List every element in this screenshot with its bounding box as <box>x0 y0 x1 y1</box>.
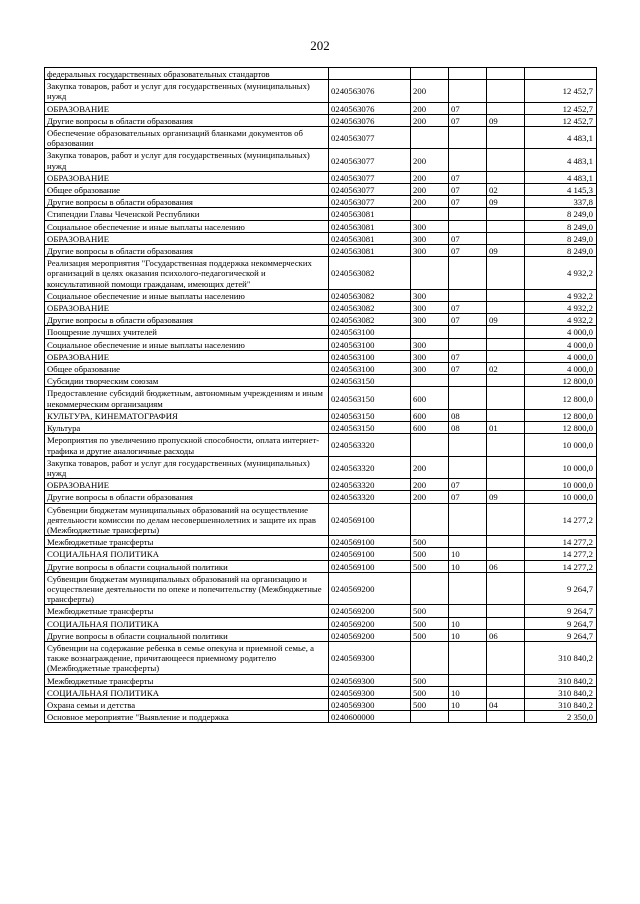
row-expense-type-cell: 600 <box>411 409 449 421</box>
row-expense-type-cell: 200 <box>411 102 449 114</box>
row-name-cell: Культура <box>45 422 329 434</box>
table-row <box>45 338 597 350</box>
row-name-cell: Другие вопросы в области образования <box>45 491 329 503</box>
row-name-cell: ОБРАЗОВАНИЕ <box>45 302 329 314</box>
row-expense-type-cell: 500 <box>411 629 449 641</box>
table-row <box>45 196 597 208</box>
table-row <box>45 479 597 491</box>
row-name-cell: СОЦИАЛЬНАЯ ПОЛИТИКА <box>45 686 329 698</box>
row-section-cell: 07 <box>449 302 487 314</box>
table-row <box>45 641 597 674</box>
row-name-cell: Социальное обеспечение и иные выплаты населению <box>45 289 329 301</box>
row-section-cell <box>449 80 487 102</box>
table-row <box>45 102 597 114</box>
row-code-cell: 0240563320 <box>329 456 411 478</box>
row-section-cell <box>449 674 487 686</box>
table-row <box>45 434 597 456</box>
row-expense-type-cell <box>411 434 449 456</box>
row-section-cell <box>449 536 487 548</box>
table-row <box>45 114 597 126</box>
row-expense-type-cell: 500 <box>411 686 449 698</box>
row-section-cell: 07 <box>449 314 487 326</box>
table-row <box>45 491 597 503</box>
table-row <box>45 605 597 617</box>
row-section-cell <box>449 456 487 478</box>
row-expense-type-cell: 300 <box>411 338 449 350</box>
row-subsection-cell <box>487 232 525 244</box>
row-amount-cell: 10 000,0 <box>525 434 597 456</box>
row-amount-cell: 14 277,2 <box>525 548 597 560</box>
table-row <box>45 232 597 244</box>
row-code-cell: 0240563077 <box>329 127 411 149</box>
row-amount-cell: 4 932,2 <box>525 257 597 290</box>
row-section-cell: 07 <box>449 245 487 257</box>
table-row <box>45 350 597 362</box>
row-subsection-cell <box>487 171 525 183</box>
row-code-cell: 0240563100 <box>329 350 411 362</box>
row-amount-cell <box>525 68 597 80</box>
row-section-cell <box>449 572 487 605</box>
row-code-cell: 0240569300 <box>329 674 411 686</box>
table-row <box>45 409 597 421</box>
row-amount-cell: 337,8 <box>525 196 597 208</box>
row-amount-cell: 8 249,0 <box>525 232 597 244</box>
row-subsection-cell <box>487 302 525 314</box>
row-code-cell: 0240563076 <box>329 102 411 114</box>
row-amount-cell: 2 350,0 <box>525 711 597 723</box>
table-row <box>45 326 597 338</box>
row-amount-cell: 310 840,2 <box>525 674 597 686</box>
row-expense-type-cell: 200 <box>411 491 449 503</box>
row-name-cell: СОЦИАЛЬНАЯ ПОЛИТИКА <box>45 617 329 629</box>
row-name-cell: ОБРАЗОВАНИЕ <box>45 171 329 183</box>
row-name-cell: Мероприятия по увеличению пропускной способности, оплата интернет-трафика и другие аналогичные расходы <box>45 434 329 456</box>
row-subsection-cell <box>487 409 525 421</box>
row-subsection-cell <box>487 617 525 629</box>
row-amount-cell: 8 249,0 <box>525 208 597 220</box>
row-subsection-cell <box>487 548 525 560</box>
row-code-cell: 0240563150 <box>329 422 411 434</box>
row-amount-cell: 9 264,7 <box>525 605 597 617</box>
row-name-cell: Межбюджетные трансферты <box>45 674 329 686</box>
row-amount-cell: 14 277,2 <box>525 536 597 548</box>
row-subsection-cell <box>487 674 525 686</box>
row-name-cell: ОБРАЗОВАНИЕ <box>45 479 329 491</box>
row-amount-cell: 12 452,7 <box>525 102 597 114</box>
row-amount-cell: 4 000,0 <box>525 326 597 338</box>
table-row <box>45 68 597 80</box>
row-amount-cell: 4 932,2 <box>525 314 597 326</box>
row-name-cell: Поощрение лучших учителей <box>45 326 329 338</box>
row-amount-cell: 4 145,3 <box>525 184 597 196</box>
row-name-cell: Субвенции на содержание ребенка в семье опекуна и приемной семье, а также вознаграждение, причитающееся приемному родителю (Межбюджетные трансферты) <box>45 641 329 674</box>
row-subsection-cell: 09 <box>487 196 525 208</box>
table-row <box>45 184 597 196</box>
row-subsection-cell <box>487 641 525 674</box>
row-amount-cell: 14 277,2 <box>525 560 597 572</box>
row-expense-type-cell: 300 <box>411 350 449 362</box>
row-amount-cell: 4 483,1 <box>525 127 597 149</box>
row-code-cell: 0240563081 <box>329 208 411 220</box>
table-row <box>45 208 597 220</box>
row-subsection-cell: 09 <box>487 114 525 126</box>
row-code-cell: 0240563320 <box>329 491 411 503</box>
row-code-cell: 0240569100 <box>329 548 411 560</box>
row-code-cell: 0240569100 <box>329 536 411 548</box>
row-subsection-cell <box>487 149 525 171</box>
row-section-cell: 10 <box>449 629 487 641</box>
row-amount-cell: 310 840,2 <box>525 686 597 698</box>
row-section-cell <box>449 68 487 80</box>
row-amount-cell: 310 840,2 <box>525 641 597 674</box>
row-name-cell: ОБРАЗОВАНИЕ <box>45 102 329 114</box>
row-name-cell: Межбюджетные трансферты <box>45 536 329 548</box>
row-section-cell <box>449 338 487 350</box>
row-subsection-cell <box>487 208 525 220</box>
row-expense-type-cell: 300 <box>411 314 449 326</box>
row-section-cell: 08 <box>449 409 487 421</box>
row-subsection-cell: 06 <box>487 629 525 641</box>
budget-table-body <box>45 68 597 723</box>
row-expense-type-cell: 500 <box>411 674 449 686</box>
row-code-cell: 0240569300 <box>329 686 411 698</box>
row-section-cell: 07 <box>449 350 487 362</box>
row-subsection-cell: 01 <box>487 422 525 434</box>
row-subsection-cell <box>487 350 525 362</box>
row-section-cell: 10 <box>449 617 487 629</box>
row-expense-type-cell: 200 <box>411 171 449 183</box>
row-name-cell: Основное мероприятие "Выявление и поддержка <box>45 711 329 723</box>
row-amount-cell: 4 932,2 <box>525 302 597 314</box>
row-subsection-cell <box>487 127 525 149</box>
row-expense-type-cell: 300 <box>411 245 449 257</box>
row-name-cell: Реализация мероприятия "Государственная поддержка некоммерческих организаций в целях оказания психолого-педагогической и консультативной помощи гражданам, имеющих детей" <box>45 257 329 290</box>
row-name-cell: Другие вопросы в области образования <box>45 245 329 257</box>
row-subsection-cell <box>487 289 525 301</box>
row-code-cell: 0240563150 <box>329 387 411 409</box>
table-row <box>45 617 597 629</box>
table-row <box>45 422 597 434</box>
row-expense-type-cell: 200 <box>411 114 449 126</box>
row-expense-type-cell: 200 <box>411 479 449 491</box>
row-amount-cell: 4 000,0 <box>525 338 597 350</box>
row-section-cell <box>449 375 487 387</box>
row-subsection-cell <box>487 572 525 605</box>
row-name-cell: Закупка товаров, работ и услуг для государственных (муниципальных) нужд <box>45 149 329 171</box>
row-section-cell <box>449 387 487 409</box>
row-code-cell: 0240563081 <box>329 232 411 244</box>
row-expense-type-cell: 600 <box>411 387 449 409</box>
row-section-cell: 07 <box>449 479 487 491</box>
row-amount-cell: 10 000,0 <box>525 456 597 478</box>
row-expense-type-cell: 500 <box>411 548 449 560</box>
row-expense-type-cell <box>411 257 449 290</box>
row-code-cell: 0240563082 <box>329 257 411 290</box>
row-amount-cell: 12 800,0 <box>525 375 597 387</box>
row-amount-cell: 10 000,0 <box>525 491 597 503</box>
row-amount-cell: 310 840,2 <box>525 698 597 710</box>
row-section-cell: 07 <box>449 491 487 503</box>
row-section-cell <box>449 208 487 220</box>
row-code-cell: 0240563082 <box>329 302 411 314</box>
table-row <box>45 289 597 301</box>
row-subsection-cell <box>487 479 525 491</box>
row-section-cell: 07 <box>449 196 487 208</box>
table-row <box>45 375 597 387</box>
row-expense-type-cell: 300 <box>411 232 449 244</box>
row-section-cell: 07 <box>449 363 487 375</box>
table-row <box>45 629 597 641</box>
row-section-cell <box>449 149 487 171</box>
row-expense-type-cell: 600 <box>411 422 449 434</box>
row-code-cell: 0240563100 <box>329 326 411 338</box>
row-section-cell: 10 <box>449 698 487 710</box>
table-row <box>45 302 597 314</box>
row-amount-cell: 12 452,7 <box>525 114 597 126</box>
row-code-cell: 0240563077 <box>329 149 411 171</box>
row-name-cell: КУЛЬТУРА, КИНЕМАТОГРАФИЯ <box>45 409 329 421</box>
table-row <box>45 572 597 605</box>
row-code-cell: 0240563077 <box>329 196 411 208</box>
row-name-cell: Закупка товаров, работ и услуг для государственных (муниципальных) нужд <box>45 456 329 478</box>
row-code-cell: 0240563320 <box>329 434 411 456</box>
row-section-cell <box>449 220 487 232</box>
row-amount-cell: 4 000,0 <box>525 350 597 362</box>
row-code-cell: 0240569200 <box>329 629 411 641</box>
row-name-cell: федеральных государственных образовательных стандартов <box>45 68 329 80</box>
row-amount-cell: 14 277,2 <box>525 503 597 536</box>
row-section-cell: 10 <box>449 548 487 560</box>
table-row <box>45 711 597 723</box>
table-row <box>45 363 597 375</box>
row-expense-type-cell <box>411 641 449 674</box>
row-section-cell <box>449 641 487 674</box>
row-section-cell: 07 <box>449 114 487 126</box>
row-expense-type-cell <box>411 711 449 723</box>
row-subsection-cell <box>487 102 525 114</box>
table-row <box>45 536 597 548</box>
row-code-cell: 0240563100 <box>329 363 411 375</box>
row-subsection-cell <box>487 375 525 387</box>
row-name-cell: Социальное обеспечение и иные выплаты населению <box>45 338 329 350</box>
row-subsection-cell: 06 <box>487 560 525 572</box>
table-row <box>45 674 597 686</box>
row-code-cell: 0240569200 <box>329 605 411 617</box>
row-name-cell: Охрана семьи и детства <box>45 698 329 710</box>
row-section-cell: 07 <box>449 171 487 183</box>
row-name-cell: Межбюджетные трансферты <box>45 605 329 617</box>
table-row <box>45 220 597 232</box>
row-section-cell <box>449 503 487 536</box>
row-name-cell: Субсидии творческим союзам <box>45 375 329 387</box>
row-name-cell: ОБРАЗОВАНИЕ <box>45 232 329 244</box>
row-expense-type-cell: 300 <box>411 220 449 232</box>
row-section-cell: 10 <box>449 686 487 698</box>
row-section-cell: 07 <box>449 184 487 196</box>
row-subsection-cell: 04 <box>487 698 525 710</box>
row-subsection-cell <box>487 536 525 548</box>
table-row <box>45 686 597 698</box>
row-code-cell: 0240563100 <box>329 338 411 350</box>
row-amount-cell: 8 249,0 <box>525 245 597 257</box>
row-name-cell: Обеспечение образовательных организаций бланками документов об образовании <box>45 127 329 149</box>
row-name-cell: Другие вопросы в области социальной политики <box>45 560 329 572</box>
row-section-cell <box>449 257 487 290</box>
row-subsection-cell: 02 <box>487 363 525 375</box>
row-expense-type-cell: 200 <box>411 196 449 208</box>
row-subsection-cell <box>487 434 525 456</box>
row-amount-cell: 12 800,0 <box>525 387 597 409</box>
row-code-cell: 0240563150 <box>329 409 411 421</box>
row-expense-type-cell <box>411 127 449 149</box>
row-amount-cell: 10 000,0 <box>525 479 597 491</box>
table-row <box>45 560 597 572</box>
row-subsection-cell <box>487 456 525 478</box>
row-expense-type-cell <box>411 68 449 80</box>
row-name-cell: СОЦИАЛЬНАЯ ПОЛИТИКА <box>45 548 329 560</box>
row-amount-cell: 4 932,2 <box>525 289 597 301</box>
row-subsection-cell: 09 <box>487 491 525 503</box>
table-row <box>45 80 597 102</box>
row-section-cell <box>449 711 487 723</box>
row-name-cell: Другие вопросы в области образования <box>45 314 329 326</box>
row-code-cell: 0240563081 <box>329 245 411 257</box>
row-code-cell: 0240569200 <box>329 572 411 605</box>
table-row <box>45 149 597 171</box>
row-code-cell: 0240569300 <box>329 698 411 710</box>
row-expense-type-cell: 500 <box>411 560 449 572</box>
row-amount-cell: 12 800,0 <box>525 422 597 434</box>
row-expense-type-cell: 500 <box>411 605 449 617</box>
row-section-cell: 10 <box>449 560 487 572</box>
row-subsection-cell <box>487 338 525 350</box>
table-row <box>45 245 597 257</box>
row-amount-cell: 9 264,7 <box>525 617 597 629</box>
row-expense-type-cell <box>411 208 449 220</box>
row-expense-type-cell: 300 <box>411 302 449 314</box>
page-number: 202 <box>310 38 330 53</box>
table-row <box>45 127 597 149</box>
row-expense-type-cell: 500 <box>411 536 449 548</box>
row-code-cell: 0240569300 <box>329 641 411 674</box>
row-section-cell <box>449 127 487 149</box>
row-amount-cell: 4 483,1 <box>525 171 597 183</box>
table-row <box>45 698 597 710</box>
row-expense-type-cell: 300 <box>411 289 449 301</box>
row-code-cell: 0240563076 <box>329 114 411 126</box>
row-subsection-cell <box>487 503 525 536</box>
row-name-cell: Стипендии Главы Чеченской Республики <box>45 208 329 220</box>
row-code-cell: 0240563077 <box>329 184 411 196</box>
row-name-cell: Субвенции бюджетам муниципальных образований на осуществление деятельности комиссии по делам несовершеннолетних и защите их прав (Межбюджетные трансферты) <box>45 503 329 536</box>
row-section-cell <box>449 289 487 301</box>
table-row <box>45 387 597 409</box>
row-amount-cell: 12 800,0 <box>525 409 597 421</box>
row-subsection-cell <box>487 605 525 617</box>
row-subsection-cell <box>487 80 525 102</box>
table-row <box>45 503 597 536</box>
row-expense-type-cell <box>411 326 449 338</box>
row-expense-type-cell: 500 <box>411 698 449 710</box>
row-section-cell <box>449 326 487 338</box>
row-subsection-cell <box>487 686 525 698</box>
row-subsection-cell <box>487 68 525 80</box>
row-subsection-cell <box>487 711 525 723</box>
row-name-cell: Субвенции бюджетам муниципальных образований на организацию и осуществление деятельности по опеке и попечительству (Межбюджетные трансферты) <box>45 572 329 605</box>
table-row <box>45 314 597 326</box>
row-expense-type-cell: 200 <box>411 456 449 478</box>
budget-table <box>44 67 597 723</box>
row-code-cell: 0240600000 <box>329 711 411 723</box>
row-subsection-cell <box>487 387 525 409</box>
row-code-cell: 0240563082 <box>329 314 411 326</box>
row-code-cell: 0240563081 <box>329 220 411 232</box>
row-subsection-cell: 02 <box>487 184 525 196</box>
row-code-cell: 0240563320 <box>329 479 411 491</box>
row-code-cell: 0240563077 <box>329 171 411 183</box>
row-amount-cell: 9 264,7 <box>525 629 597 641</box>
row-amount-cell: 9 264,7 <box>525 572 597 605</box>
row-name-cell: Другие вопросы в области образования <box>45 114 329 126</box>
row-code-cell <box>329 68 411 80</box>
row-name-cell: Закупка товаров, работ и услуг для государственных (муниципальных) нужд <box>45 80 329 102</box>
row-section-cell: 07 <box>449 102 487 114</box>
row-name-cell: Другие вопросы в области образования <box>45 196 329 208</box>
row-name-cell: Предоставление субсидий бюджетным, автономным учреждениям и иным некоммерческим организациям <box>45 387 329 409</box>
row-expense-type-cell <box>411 503 449 536</box>
row-code-cell: 0240563082 <box>329 289 411 301</box>
row-section-cell: 08 <box>449 422 487 434</box>
row-name-cell: Общее образование <box>45 363 329 375</box>
table-row <box>45 548 597 560</box>
row-expense-type-cell: 200 <box>411 149 449 171</box>
row-code-cell: 0240569200 <box>329 617 411 629</box>
row-name-cell: ОБРАЗОВАНИЕ <box>45 350 329 362</box>
row-name-cell: Социальное обеспечение и иные выплаты населению <box>45 220 329 232</box>
row-code-cell: 0240569100 <box>329 503 411 536</box>
row-subsection-cell <box>487 326 525 338</box>
row-code-cell: 0240563076 <box>329 80 411 102</box>
row-code-cell: 0240569100 <box>329 560 411 572</box>
row-subsection-cell <box>487 220 525 232</box>
row-name-cell: Другие вопросы в области социальной политики <box>45 629 329 641</box>
row-amount-cell: 8 249,0 <box>525 220 597 232</box>
row-name-cell: Общее образование <box>45 184 329 196</box>
row-expense-type-cell: 500 <box>411 617 449 629</box>
table-row <box>45 456 597 478</box>
row-expense-type-cell: 200 <box>411 184 449 196</box>
row-section-cell: 07 <box>449 232 487 244</box>
row-expense-type-cell <box>411 375 449 387</box>
row-amount-cell: 12 452,7 <box>525 80 597 102</box>
row-amount-cell: 4 000,0 <box>525 363 597 375</box>
row-amount-cell: 4 483,1 <box>525 149 597 171</box>
table-row <box>45 171 597 183</box>
table-row <box>45 257 597 290</box>
row-expense-type-cell <box>411 572 449 605</box>
row-subsection-cell: 09 <box>487 314 525 326</box>
row-subsection-cell <box>487 257 525 290</box>
row-expense-type-cell: 300 <box>411 363 449 375</box>
row-code-cell: 0240563150 <box>329 375 411 387</box>
row-section-cell <box>449 605 487 617</box>
row-subsection-cell: 09 <box>487 245 525 257</box>
row-section-cell <box>449 434 487 456</box>
row-expense-type-cell: 200 <box>411 80 449 102</box>
